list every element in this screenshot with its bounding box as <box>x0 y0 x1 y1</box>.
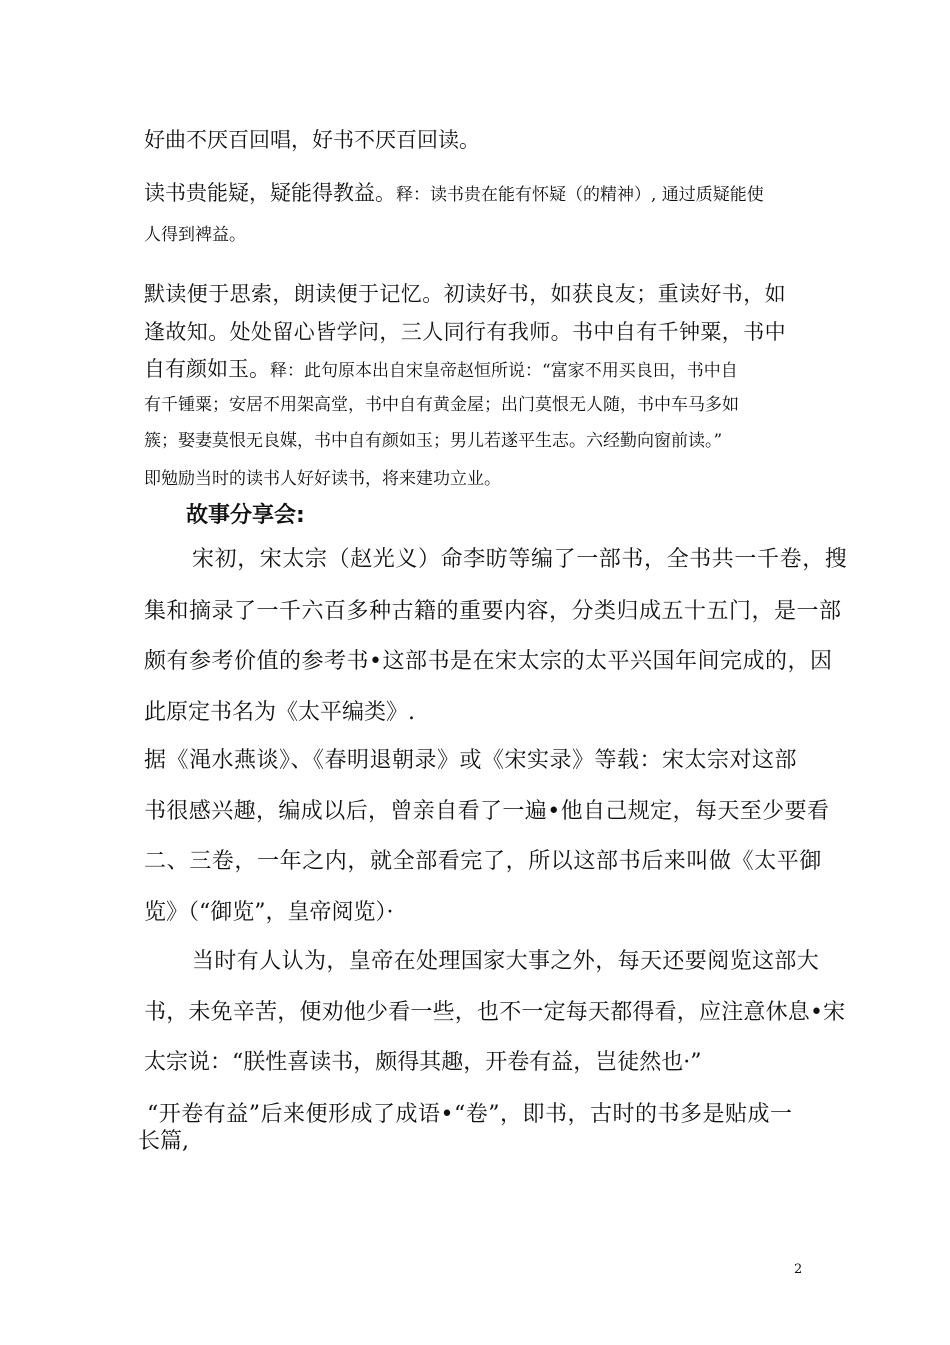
text-line-1: 好曲不厌百回唱，好书不厌百回读。 <box>144 128 480 152</box>
text-line-7: 有千锺粟；安居不用架高堂，书中自有黄金屋；出门莫恨无人随，书中车马多如 <box>144 395 739 415</box>
proverb: 自有颜如玉。 <box>144 357 270 381</box>
story-line-1: 宋初，宋太宗（赵光义）命李昉等编了一部书，全书共一千卷，搜 <box>192 547 848 572</box>
story-line-5: 据《渑水燕谈》、《春明退朝录》或《宋实录》等载：宋太宗对这部 <box>144 748 798 773</box>
text-line-2 <box>144 183 764 204</box>
story-line-7: 二、三卷，一年之内，就全部看完了，所以这部书后来叫做《太平御 <box>144 849 823 874</box>
story-line-10: 书，未免辛苦，便劝他少看一些，也不一定每天都得看，应注意休息•宋 <box>144 1000 846 1025</box>
text-line-6 <box>144 359 738 380</box>
text-line-8: 簇；娶妻莫恨无良媒，书中自有颜如玉；男儿若遂平生志。六经勤向窗前读。” <box>144 431 723 451</box>
story-line-3: 颇有参考价值的参考书•这部书是在宋太宗的太平兴国年间完成的，因 <box>144 649 833 674</box>
story-line-2: 集和摘录了一千六百多种古籍的重要内容，分类归成五十五门，是一部 <box>144 599 842 624</box>
proverb: 读书贵能疑，疑能得教益。 <box>144 181 396 205</box>
story-line-13: 长篇, <box>138 1129 189 1154</box>
story-line-12: “开卷有益”后来便形成了成语•“卷”，即书，古时的书多是贴成一 <box>147 1102 793 1127</box>
annotation: 释：读书贵在能有怀疑（的精神）, 通过质疑能使 <box>396 185 764 205</box>
page-number: 2 <box>794 1262 803 1277</box>
story-line-9: 当时有人认为，皇帝在处理国家大事之外，每天还要阅览这部大 <box>192 949 820 974</box>
story-line-6: 书很感兴趣，编成以后，曾亲自看了一遍•他自己规定，每天至少要看 <box>144 799 830 824</box>
text-line-5: 逢故知。处处留心皆学问，三人同行有我师。书中自有千钟粟，书中 <box>144 320 786 344</box>
text-line-4: 默读便于思索，朗读便于记忆。初读好书，如获良友；重读好书，如 <box>144 282 786 306</box>
story-line-4: 此原定书名为《太平编类》. <box>144 700 415 725</box>
story-line-11: 太宗说：“朕性喜读书，颇得其趣，开卷有益，岂徒然也·” <box>144 1050 702 1075</box>
annotation: 释：此句原本出自宋皇帝赵恒所说：“富家不用买良田，书中自 <box>270 361 738 381</box>
section-heading: 故事分享会: <box>186 503 305 528</box>
story-line-8: 览》（“御览”，皇帝阅览）· <box>144 900 394 925</box>
text-line-3: 人得到裨益。 <box>144 225 246 245</box>
text-line-9: 即勉励当时的读书人好好读书，将来建功立业。 <box>144 469 501 489</box>
